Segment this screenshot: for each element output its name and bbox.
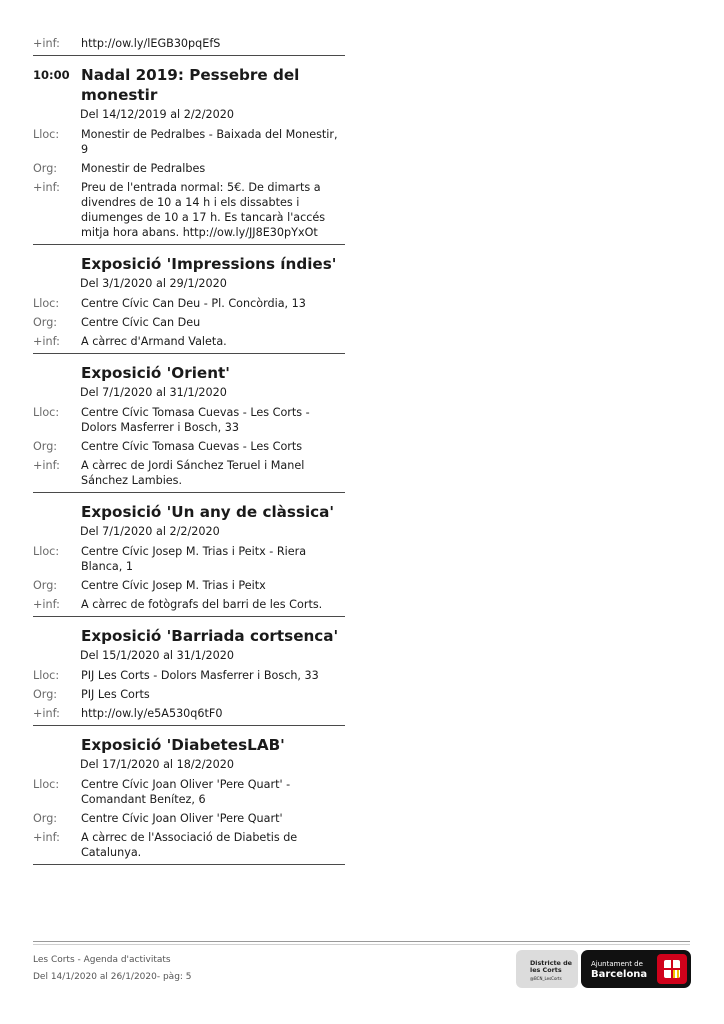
detail-value: PIJ Les Corts <box>81 688 150 701</box>
detail-value: Centre Cívic Can Deu <box>81 316 201 329</box>
detail-value: Centre Cívic Joan Oliver 'Pere Quart' - Comandant Benítez, 6 <box>81 778 291 806</box>
event-detail-row <box>33 830 345 860</box>
detail-label: Org: <box>33 812 58 825</box>
event-title: Exposició 'Orient' <box>81 364 230 382</box>
detail-value: A càrrec de l'Associació de Diabetis de Catalunya. <box>81 831 298 859</box>
event-block <box>33 56 345 245</box>
district-logo-line2: les Corts <box>530 966 562 974</box>
event-detail-row <box>33 458 345 488</box>
footer-rule <box>33 941 690 942</box>
event-detail-row <box>33 668 345 683</box>
detail-label: +inf: <box>33 459 60 472</box>
row-label: +inf: <box>33 37 60 50</box>
detail-value: Monestir de Pedralbes <box>81 162 206 175</box>
event-header <box>33 735 345 755</box>
event-block <box>33 354 345 493</box>
ajuntament-logo-line2: Barcelona <box>591 969 648 980</box>
event-dates: Del 15/1/2020 al 31/1/2020 <box>80 649 234 662</box>
event-dates: Del 14/12/2019 al 2/2/2020 <box>80 108 234 121</box>
detail-label: Lloc: <box>33 669 60 682</box>
district-logo-line1: Districte de <box>530 959 573 967</box>
row-value[interactable]: http://ow.ly/lEGB30pqEfS <box>81 37 221 50</box>
event-detail-row <box>33 578 345 593</box>
detail-label: +inf: <box>33 181 60 194</box>
detail-value: Centre Cívic Tomasa Cuevas - Les Corts - Dolors Masferrer i Bosch, 33 <box>81 406 310 434</box>
footer-page-info: Del 14/1/2020 al 26/1/2020- pàg: 5 <box>33 972 192 982</box>
event-detail-row <box>33 334 345 349</box>
district-logo <box>516 950 578 988</box>
footer-title: Les Corts - Agenda d'activitats <box>33 955 171 965</box>
event-detail-row <box>33 127 345 157</box>
barcelona-shield-icon <box>657 954 687 984</box>
event-time <box>33 254 81 274</box>
event-dates: Del 17/1/2020 al 18/2/2020 <box>80 758 234 771</box>
detail-label: Lloc: <box>33 545 60 558</box>
detail-label: +inf: <box>33 335 60 348</box>
detail-value: A càrrec d'Armand Valeta. <box>81 335 227 348</box>
event-dates: Del 3/1/2020 al 29/1/2020 <box>80 277 227 290</box>
separator <box>33 864 345 865</box>
event-title: Exposició 'Un any de clàssica' <box>81 503 335 521</box>
event-detail-row <box>33 439 345 454</box>
detail-label: +inf: <box>33 831 60 844</box>
event-block <box>33 617 345 726</box>
top-info-row <box>33 36 345 51</box>
detail-value: A càrrec de fotògrafs del barri de les Corts. <box>81 598 323 611</box>
detail-label: Lloc: <box>33 778 60 791</box>
detail-label: Org: <box>33 688 58 701</box>
event-time: 10:00 <box>33 68 70 82</box>
event-header <box>33 254 345 274</box>
event-detail-row <box>33 544 345 574</box>
detail-value: Centre Cívic Joan Oliver 'Pere Quart' <box>81 812 283 825</box>
detail-value: Centre Cívic Josep M. Trias i Peitx - Riera Blanca, 1 <box>81 545 307 573</box>
detail-value: A càrrec de Jordi Sánchez Teruel i Manel Sánchez Lambies. <box>81 459 305 487</box>
event-detail-row <box>33 315 345 330</box>
event-detail-row <box>33 687 345 702</box>
event-title: Exposició 'Impressions índies' <box>81 255 337 273</box>
event-dates: Del 7/1/2020 al 31/1/2020 <box>80 386 227 399</box>
event-block <box>33 493 345 617</box>
event-detail-row <box>33 706 345 721</box>
event-detail-row <box>33 180 345 240</box>
detail-value: Centre Cívic Can Deu - Pl. Concòrdia, 13 <box>81 297 306 310</box>
event-time <box>33 626 81 646</box>
detail-value: PIJ Les Corts - Dolors Masferrer i Bosch, 33 <box>81 669 319 682</box>
event-time <box>33 735 81 755</box>
event-time <box>33 502 81 522</box>
event-title: Exposició 'Barriada cortsenca' <box>81 627 339 645</box>
detail-value: Preu de l'entrada normal: 5€. De dimarts a divendres de 10 a 14 h i els dissabtes i diumenges de 10 a 17 h. Es tancarà l'accés mitja hora abans. http://ow.ly/JJ8E30pYxOt <box>81 181 326 239</box>
detail-label: Lloc: <box>33 406 60 419</box>
detail-label: Lloc: <box>33 297 60 310</box>
event-list <box>33 56 345 865</box>
detail-label: +inf: <box>33 598 60 611</box>
ajuntament-logo-line1: Ajuntament de <box>591 960 643 968</box>
event-title: Exposició 'DiabetesLAB' <box>81 736 285 754</box>
event-time <box>33 363 81 383</box>
detail-value: http://ow.ly/e5A530q6tF0 <box>81 707 223 720</box>
event-title: Nadal 2019: Pessebre del monestir <box>81 66 300 104</box>
detail-label: Org: <box>33 440 58 453</box>
event-detail-row <box>33 777 345 807</box>
event-header <box>33 65 345 105</box>
detail-label: Org: <box>33 162 58 175</box>
event-header <box>33 626 345 646</box>
detail-label: Org: <box>33 316 58 329</box>
district-logo-handle: @BCN_LesCorts <box>530 976 562 981</box>
detail-label: Lloc: <box>33 128 60 141</box>
footer-rule-secondary <box>33 944 690 945</box>
event-detail-row <box>33 405 345 435</box>
event-dates: Del 7/1/2020 al 2/2/2020 <box>80 525 220 538</box>
event-block <box>33 245 345 354</box>
event-detail-row <box>33 811 345 826</box>
event-detail-row <box>33 597 345 612</box>
event-header <box>33 363 345 383</box>
event-block <box>33 726 345 865</box>
detail-label: +inf: <box>33 707 60 720</box>
detail-value: Centre Cívic Josep M. Trias i Peitx <box>81 579 266 592</box>
event-detail-row <box>33 296 345 311</box>
detail-label: Org: <box>33 579 58 592</box>
ajuntament-logo <box>581 950 691 988</box>
detail-value: Monestir de Pedralbes - Baixada del Monestir, 9 <box>81 128 338 156</box>
event-header <box>33 502 345 522</box>
detail-value: Centre Cívic Tomasa Cuevas - Les Corts <box>81 440 303 453</box>
agenda-column <box>33 36 345 865</box>
event-detail-row <box>33 161 345 176</box>
